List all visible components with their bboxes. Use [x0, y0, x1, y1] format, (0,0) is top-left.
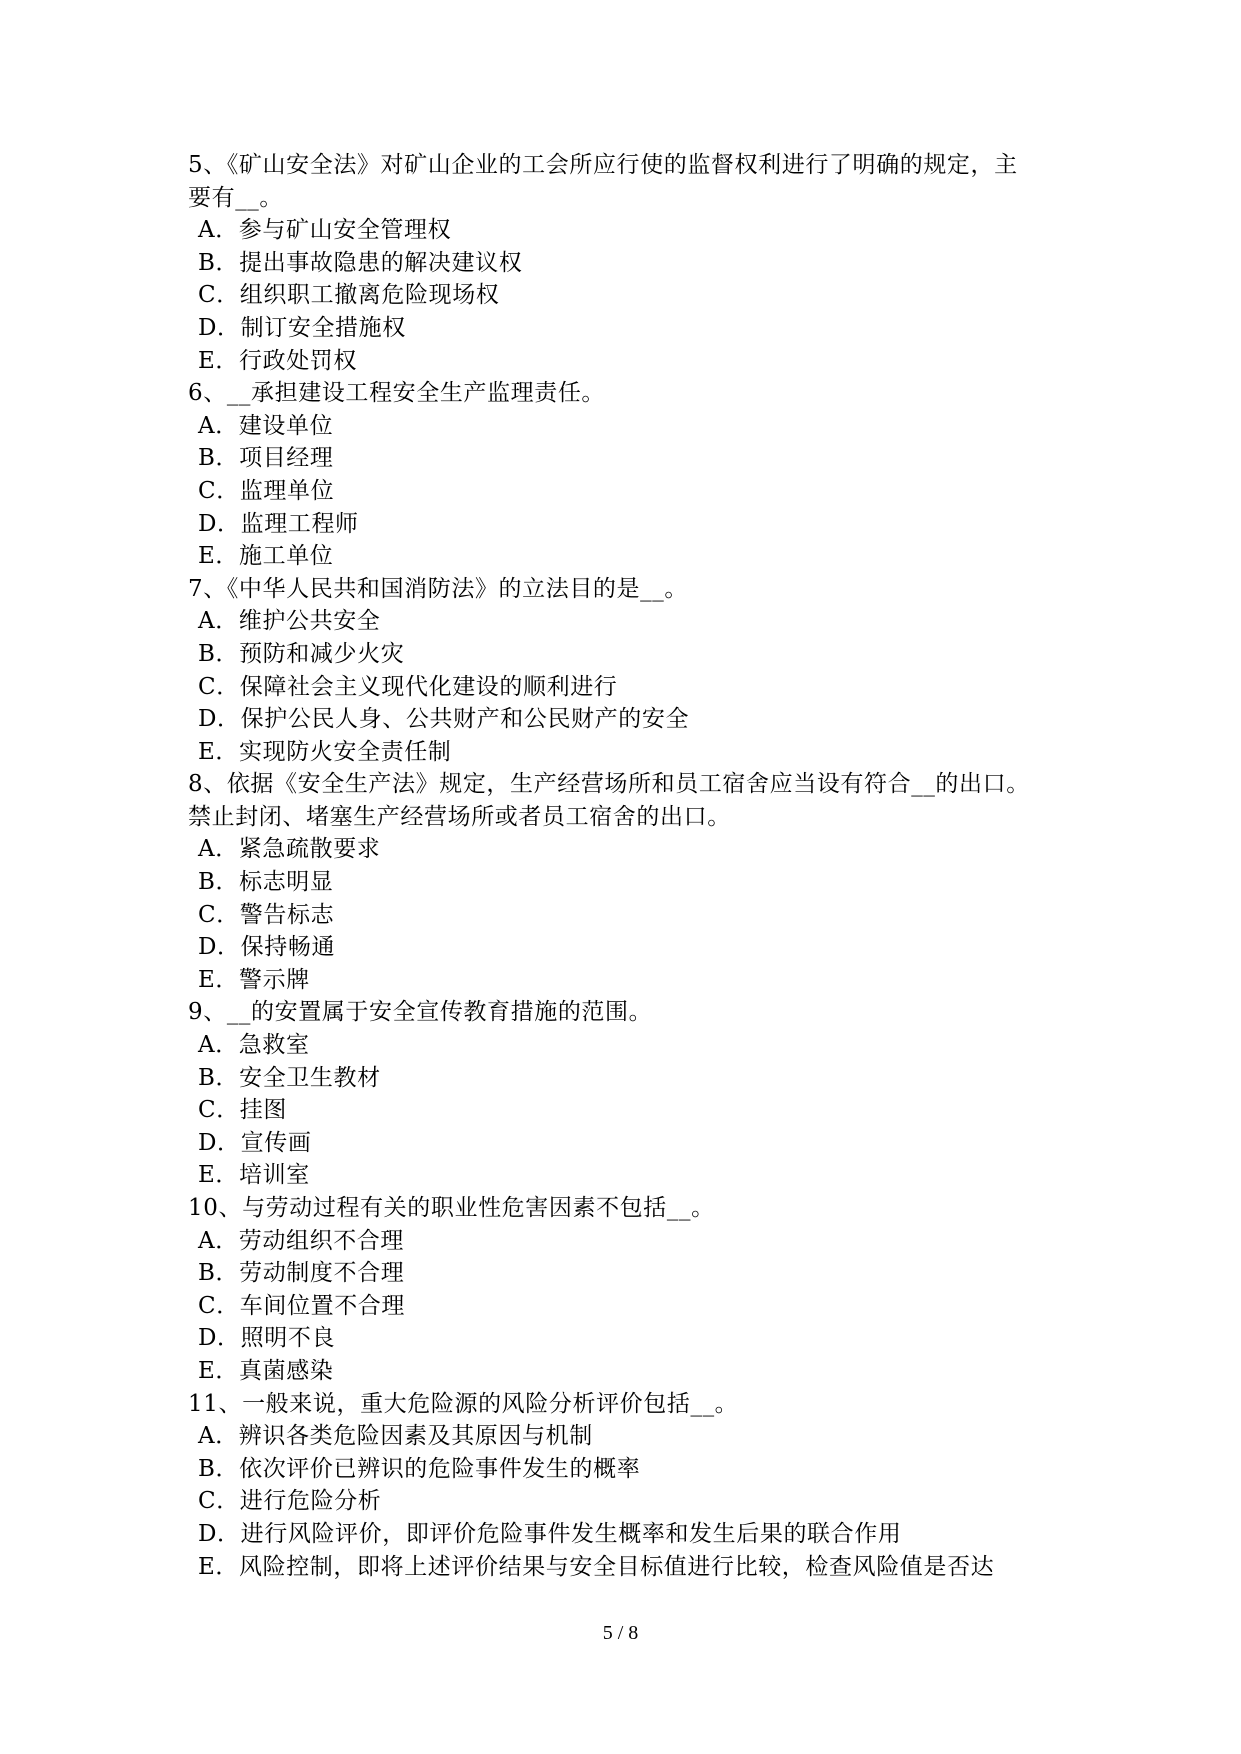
page-number: 5 / 8 [602, 1622, 639, 1644]
question-block [188, 1388, 1068, 1584]
answer-option: C．进行危险分析 [198, 1488, 382, 1515]
answer-option: B．提出事故隐患的解决建议权 [198, 249, 523, 276]
answer-option: B．标志明显 [198, 869, 334, 896]
answer-option: C．挂图 [198, 1097, 287, 1124]
answer-option: E．施工单位 [198, 543, 334, 570]
question-text: 9、__的安置属于安全宣传教育措施的范围。 [188, 999, 653, 1026]
answer-option: D．宣传画 [198, 1129, 312, 1156]
question-text: 6、__承担建设工程安全生产监理责任。 [188, 380, 606, 407]
answer-option: B．安全卫生教材 [198, 1064, 381, 1091]
question-block [188, 573, 1068, 769]
answer-option: D．制订安全措施权 [198, 314, 406, 341]
question-text: 10、与劳动过程有关的职业性危害因素不包括__。 [188, 1195, 715, 1221]
answer-option: C．警告标志 [198, 901, 335, 928]
answer-option: A．紧急疏散要求 [198, 836, 381, 863]
answer-option: C．监理单位 [198, 477, 335, 504]
answer-option: D．保护公民人身、公共财产和公民财产的安全 [198, 706, 690, 733]
answer-option: B．劳动制度不合理 [198, 1260, 405, 1287]
answer-option: E．行政处罚权 [198, 347, 357, 374]
answer-option: C．保障社会主义现代化建设的顺利进行 [198, 673, 618, 700]
answer-option: A．急救室 [198, 1032, 310, 1059]
answer-option: B．项目经理 [198, 445, 334, 472]
question-text: 8、依据《安全生产法》规定，生产经营场所和员工宿舍应当设有符合__的出口。 [188, 771, 1030, 798]
answer-option: A．劳动组织不合理 [198, 1227, 405, 1254]
answer-option: C．组织职工撤离危险现场权 [198, 282, 500, 309]
answer-option: E．警示牌 [198, 966, 310, 993]
answer-option: E．风险控制，即将上述评价结果与安全目标值进行比较，检查风险值是否达 [198, 1553, 995, 1580]
question-block [188, 377, 1068, 573]
question-text: 要有__。 [188, 184, 283, 211]
question-block [188, 996, 1068, 1192]
answer-option: B．依次评价已辨识的危险事件发生的概率 [198, 1455, 641, 1482]
question-block [188, 149, 1068, 377]
question-text: 5、《矿山安全法》对矿山企业的工会所应行使的监督权利进行了明确的规定，主 [188, 152, 1018, 178]
answer-option: D．监理工程师 [198, 510, 359, 537]
answer-option: A．参与矿山安全管理权 [198, 217, 452, 244]
answer-option: D．进行风险评价，即评价危险事件发生概率和发生后果的联合作用 [198, 1520, 902, 1547]
answer-option: B．预防和减少火灾 [198, 640, 405, 667]
answer-option: E．培训室 [198, 1162, 310, 1189]
answer-option: E．真菌感染 [198, 1357, 334, 1384]
answer-option: D．保持畅通 [198, 934, 336, 961]
question-text: 禁止封闭、堵塞生产经营场所或者员工宿舍的出口。 [188, 803, 731, 830]
answer-option: A．辨识各类危险因素及其原因与机制 [198, 1423, 593, 1450]
question-list [188, 149, 1068, 1583]
answer-option: C．车间位置不合理 [198, 1292, 405, 1319]
question-text: 11、一般来说，重大危险源的风险分析评价包括__。 [188, 1390, 739, 1417]
answer-option: E．实现防火安全责任制 [198, 738, 452, 765]
answer-option: A．维护公共安全 [198, 608, 381, 635]
question-block [188, 768, 1068, 996]
answer-option: D．照明不良 [198, 1325, 336, 1352]
answer-option: A．建设单位 [198, 412, 334, 439]
question-block [188, 1192, 1068, 1388]
question-text: 7、《中华人民共和国消防法》的立法目的是__。 [188, 575, 688, 602]
